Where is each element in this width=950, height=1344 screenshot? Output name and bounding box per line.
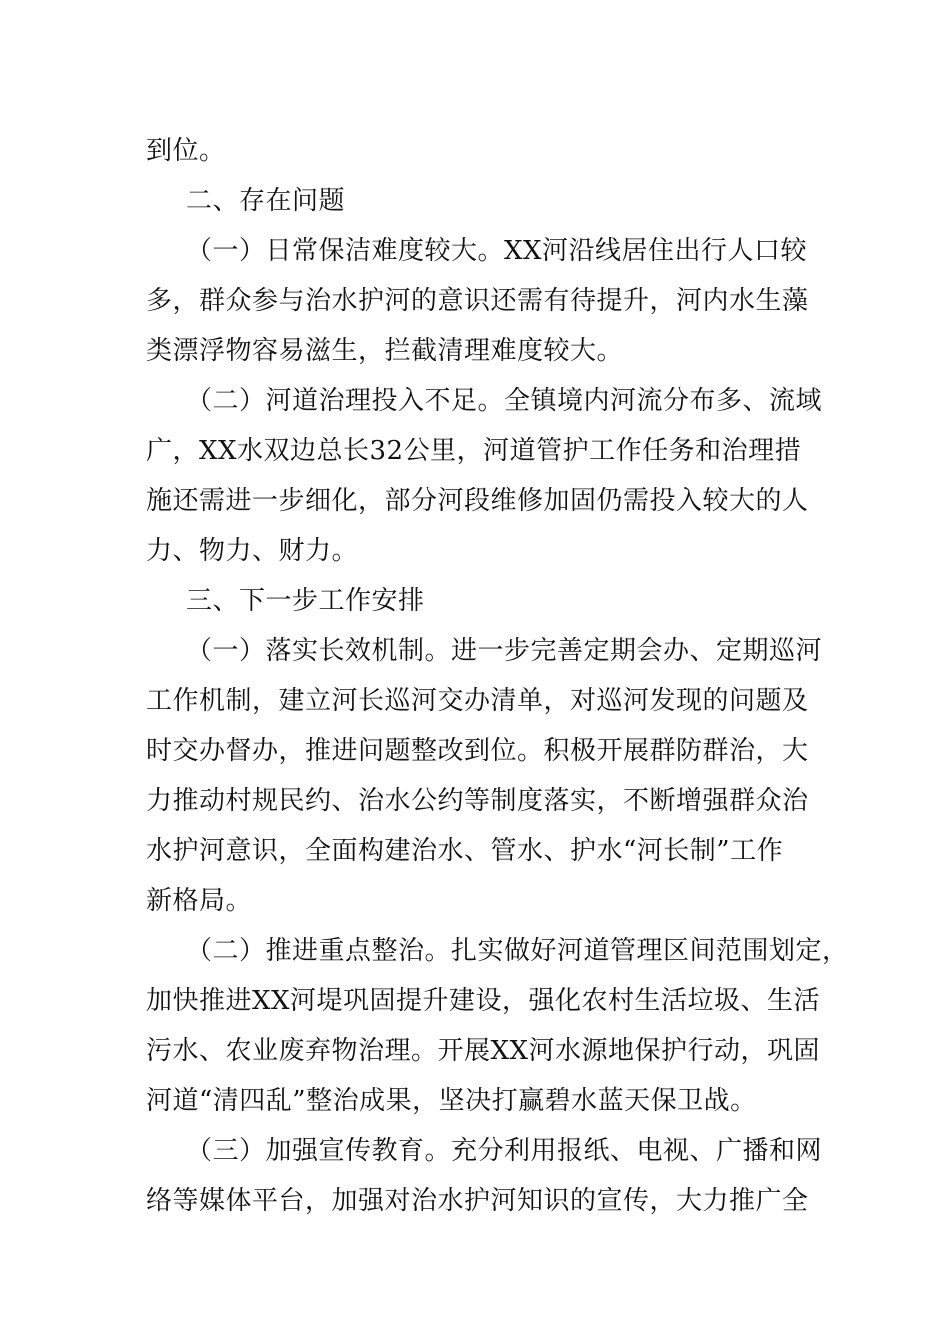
text-line: 广，XX水双边总长32公里，河道管护工作任务和治理措	[146, 436, 802, 466]
text-line: 加快推进XX河堤巩固提升建设，强化农村生活垃圾、生活	[146, 986, 821, 1016]
text-line: （一）日常保洁难度较大。XX河沿线居住出行人口较	[186, 236, 808, 266]
text-line: 河道“清四乱”整治成果，坚决打赢碧水蓝天保卫战。	[146, 1086, 757, 1116]
text-line: （二）河道治理投入不足。全镇境内河流分布多、流域	[186, 386, 823, 416]
text-line: 工作机制，建立河长巡河交办清单，对巡河发现的问题及	[146, 686, 809, 716]
text-line: 污水、农业废弃物治理。开展XX河水源地保护行动，巩固	[146, 1036, 821, 1066]
section-heading: 三、下一步工作安排	[186, 586, 425, 616]
text-line: 力推动村规民约、治水公约等制度落实，不断增强群众治	[146, 786, 809, 816]
text-line: （一）落实长效机制。进一步完善定期会办、定期巡河	[186, 636, 823, 666]
text-line: 到位。	[146, 136, 226, 166]
section-heading: 二、存在问题	[186, 186, 346, 216]
text-line: 类漂浮物容易滋生，拦截清理难度较大。	[146, 336, 624, 366]
text-line: 力、物力、财力。	[146, 536, 359, 566]
text-line: 施还需进一步细化，部分河段维修加固仍需投入较大的人	[146, 486, 809, 516]
text-line: （三）加强宣传教育。充分利用报纸、电视、广播和网	[186, 1136, 823, 1166]
text-line: 多，群众参与治水护河的意识还需有待提升，河内水生藻	[146, 286, 809, 316]
text-line: （二）推进重点整治。扎实做好河道管理区间范围划定，	[186, 936, 849, 966]
text-line: 新格局。	[146, 886, 253, 916]
text-line: 络等媒体平台，加强对治水护河知识的宣传，大力推广全	[146, 1186, 809, 1216]
text-line: 时交办督办，推进问题整改到位。积极开展群防群治，大	[146, 736, 809, 766]
text-line: 水护河意识，全面构建治水、管水、护水“河长制”工作	[146, 836, 784, 866]
